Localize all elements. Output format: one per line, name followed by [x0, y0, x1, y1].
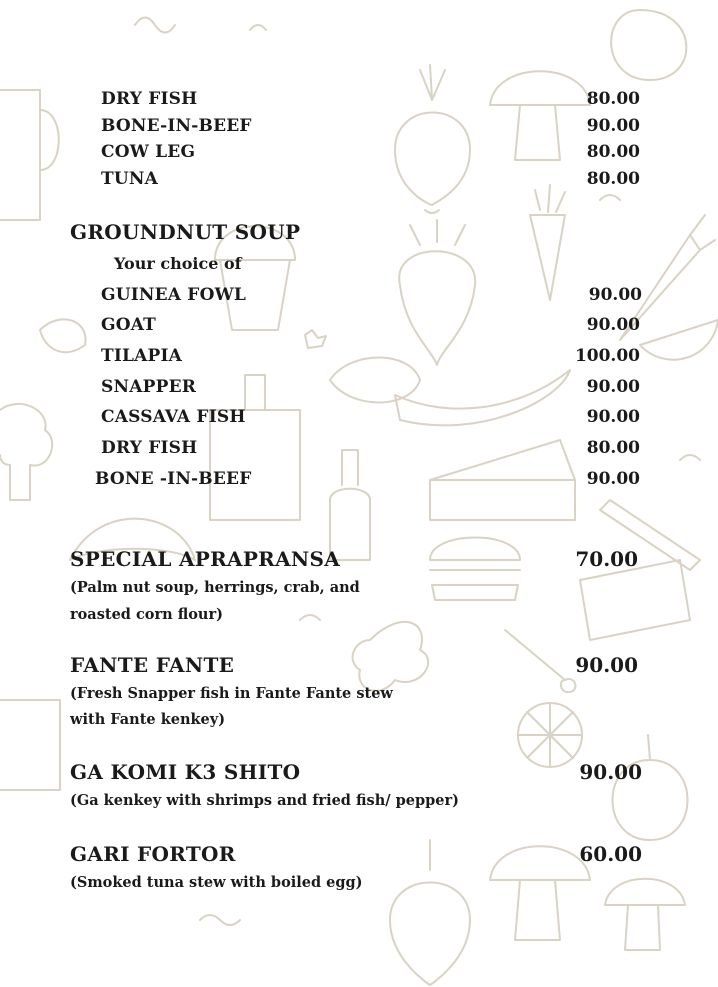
cutting-board-icon [210, 375, 300, 520]
dish-price: 90.00 [575, 653, 638, 677]
menu-item-name: DRY FISH [101, 438, 198, 458]
rolling-pin-icon [580, 560, 690, 640]
dish-description: (Fresh Snapper fish in Fante Fante stew [70, 685, 393, 702]
menu-item-price: 90.00 [586, 377, 640, 397]
menu-item-price: 80.00 [586, 142, 640, 162]
dish-price: 70.00 [575, 547, 638, 571]
ginger-icon [353, 622, 429, 691]
star-icon [305, 330, 326, 348]
dish-description: (Palm nut soup, herrings, crab, and [70, 579, 360, 596]
fish-icon [330, 358, 420, 403]
menu-item-price: 80.00 [586, 169, 640, 189]
jug-icon [0, 90, 59, 220]
carrot-icon [530, 185, 565, 300]
dish-description: (Smoked tuna stew with boiled egg) [70, 874, 363, 891]
dish-title: FANTE FANTE [70, 653, 235, 677]
menu-item-price: 90.00 [586, 116, 640, 136]
menu-item-name: GOAT [101, 315, 157, 335]
dish-title: GARI FORTOR [70, 842, 236, 866]
lemon-slice-icon [518, 703, 582, 767]
section-heading: GROUNDNUT SOUP [70, 220, 301, 244]
menu-item-name: COW LEG [101, 142, 196, 162]
menu-item-price: 90.00 [586, 469, 640, 489]
beet-icon [399, 220, 475, 365]
tomato-slice-icon [640, 320, 718, 360]
dish-description: roasted corn flour) [70, 606, 223, 623]
menu-item-price: 80.00 [586, 89, 640, 109]
dish-title: GA KOMI K3 SHITO [70, 760, 301, 784]
menu-item-price: 90.00 [586, 315, 640, 335]
onion-icon [395, 65, 470, 213]
dish-price: 60.00 [579, 842, 642, 866]
menu-item-name: CASSAVA FISH [101, 407, 246, 427]
section-subtitle: Your choice of [114, 254, 242, 273]
menu-item-price: 80.00 [586, 438, 640, 458]
menu-item-name: GUINEA FOWL [101, 285, 247, 305]
menu-item-name: BONE-IN-BEEF [101, 116, 252, 136]
menu-item-price: 90.00 [586, 407, 640, 427]
menu-item-name: TUNA [101, 169, 159, 189]
broccoli-icon [0, 404, 52, 500]
menu-item-name: DRY FISH [101, 89, 198, 109]
dish-title: SPECIAL APRAPRANSA [70, 547, 341, 571]
dish-description: with Fante kenkey) [70, 711, 226, 728]
mushroom-icon-3 [605, 879, 685, 950]
menu-item-name: BONE -IN-BEEF [95, 469, 252, 489]
leaf-icon [40, 319, 86, 352]
menu-item-name: SNAPPER [101, 377, 197, 397]
jar-icon [0, 700, 60, 790]
onion-icon-2 [390, 840, 470, 985]
dish-description: (Ga kenkey with shrimps and fried fish/ pepper) [70, 792, 459, 809]
pear-icon [613, 735, 688, 840]
avocado-icon [611, 10, 686, 80]
bottle-icon [330, 450, 370, 560]
menu-item-price: 100.00 [574, 346, 640, 366]
menu-item-name: TILAPIA [101, 346, 183, 366]
dish-price: 90.00 [579, 760, 642, 784]
menu-item-price: 90.00 [588, 285, 642, 305]
burger-icon [430, 538, 520, 601]
